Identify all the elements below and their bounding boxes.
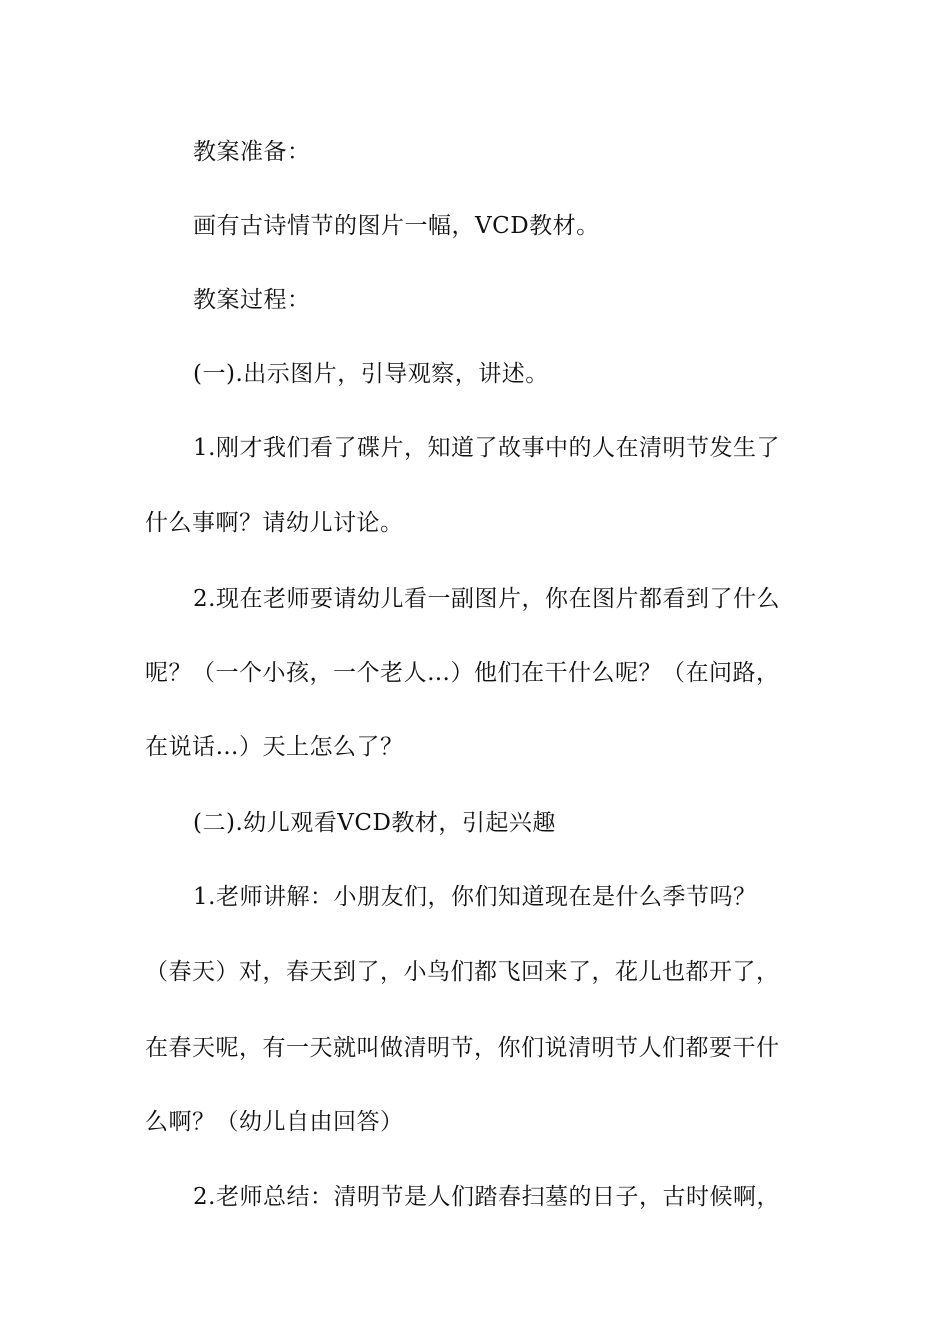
paragraph-line: 在说话…）天上怎么了？	[145, 734, 404, 760]
paragraph-line: 2.现在老师要请幼儿看一副图片，你在图片都看到了什么	[193, 586, 780, 612]
section-two-title: (二).幼儿观看VCD教材，引起兴趣	[193, 810, 556, 836]
paragraph-line: 1.老师讲解：小朋友们，你们知道现在是什么季节吗？	[193, 884, 757, 910]
paragraph-line: 2.老师总结：清明节是人们踏春扫墓的日子，古时候啊，	[193, 1184, 780, 1210]
section-one-title: (一).出示图片，引导观察，讲述。	[193, 361, 549, 387]
paragraph-line: （春天）对，春天到了，小鸟们都飞回来了，花儿也都开了，	[145, 959, 780, 985]
paragraph-line: 1.刚才我们看了碟片，知道了故事中的人在清明节发生了	[193, 435, 780, 461]
paragraph-line: 在春天呢，有一天就叫做清明节，你们说清明节人们都要干什	[145, 1035, 780, 1061]
heading-process: 教案过程：	[193, 287, 311, 313]
paragraph-materials: 画有古诗情节的图片一幅，VCD教材。	[193, 213, 600, 239]
paragraph-line: 么啊？（幼儿自由回答）	[145, 1109, 404, 1135]
heading-preparation: 教案准备：	[193, 139, 311, 165]
paragraph-line: 什么事啊？请幼儿讨论。	[145, 510, 404, 536]
paragraph-line: 呢？（一个小孩，一个老人…）他们在干什么呢？（在问路，	[145, 660, 780, 686]
